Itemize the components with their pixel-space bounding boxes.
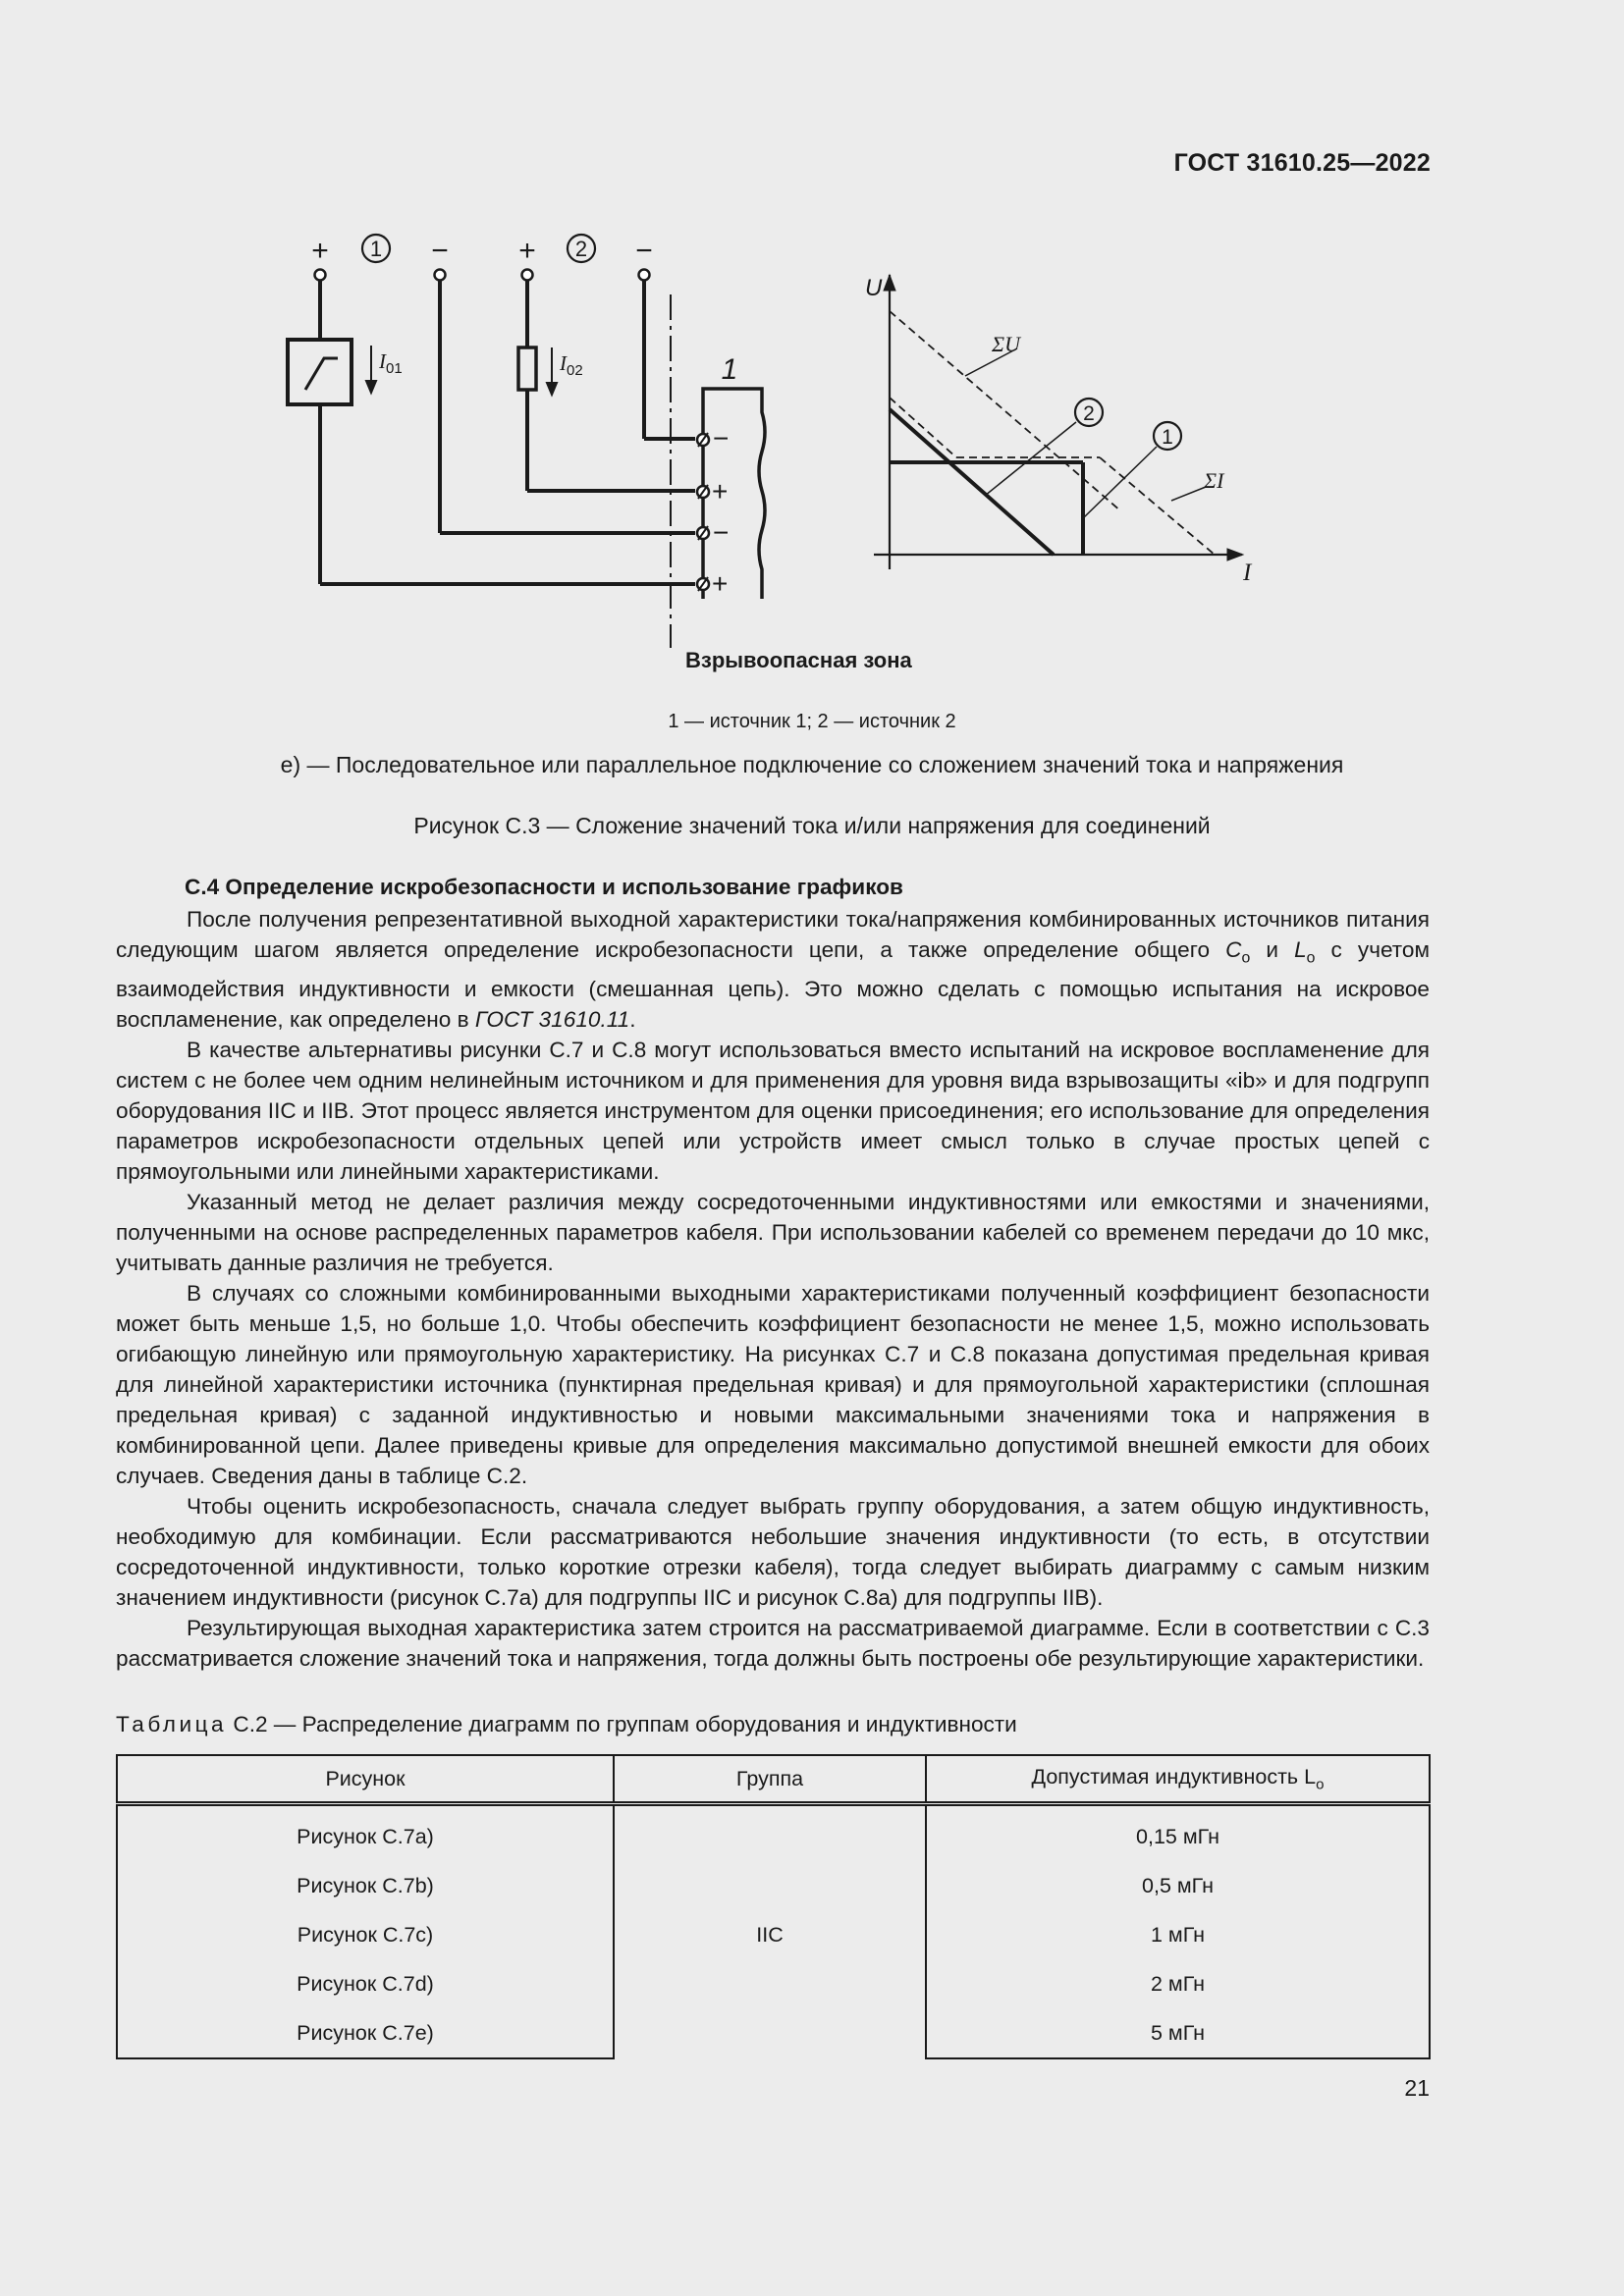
x-axis-label: I [1243,560,1252,586]
curve-2-label: 2 [1083,402,1095,425]
paragraph-2: В качестве альтернативы рисунки С.7 и С.8 могут использоваться вместо испытаний на искровое воспламенение для систем с не более чем одним нелинейным источником и для применения для уровня вида взрывозащиты «ib» и для подгрупп оборудования IIC и IIB. Этот процесс является инструментом для оценки присоединения; его использование для определения параметров искробезопасности отдельных цепей или устройств имеет смысл только в случае простых цепей с прямоугольными или линейными характеристиками. [116,1037,1430,1184]
source-2-number: 2 [574,237,588,261]
paragraph-5: Чтобы оценить искробезопасность, сначала следует выбрать группу оборудования, а затем общую индуктивность, необходимую для комбинации. Если рассматриваются небольшие значения индуктивности (то есть, в отсутствии сосредоточенной индуктивности, только короткие отрезки кабеля), тогда следует выбирать диаграмму с самым низким значением индуктивности (рисунок С.7a) для подгруппы IIC и рисунок С.8a) для подгруппы IIB). [116,1493,1430,1610]
source-1-number: 1 [369,237,383,261]
y-axis-label: U [865,275,883,301]
terminal-1-plus-label: + [311,235,329,267]
terminal-1-plus [315,270,326,281]
table-row: Рисунок С.7b) 0,5 мГн [117,1861,1430,1910]
table-row: Рисунок С.7d) 2 мГн [117,1959,1430,2008]
terminal-2-minus-label: − [635,235,653,267]
header-figure: Рисунок [117,1755,614,1804]
figure-c3-diagram [0,0,1624,687]
figure-legend: 1 — источник 1; 2 — источник 2 [668,711,956,732]
header-group: Группа [614,1755,926,1804]
figure-title: Рисунок С.3 — Сложение значений тока и/или напряжения для соединений [413,813,1211,838]
paragraph-1: После получения репрезентативной выходной характеристики тока/напряжения комбинированных источников питания следующим шагом является определение искробезопасности цепи, а также определение общего $C_o$ и $L_o$ с учетом взаимодействия индуктивности и емкости (смешанная цепь). Это можно сделать с помощью испытания на искровое воспламенение, как определено в ГОСТ 31610.11. [116,907,1430,1032]
table-caption: Таблица С.2 — Распределение диаграмм по группам оборудования и индуктивности [116,1712,1017,1736]
source-1-symbol [305,358,338,390]
terminal-1-minus [435,270,446,281]
current-2-label: $I_{02}$ [560,351,583,379]
paragraph-6: Результирующая выходная характеристика затем строится на рассматриваемой диаграмме. Если в соответствии с С.3 рассматривается сложение значений тока и напряжения, тогда должны быть построены обе результирующие характеристики. [116,1615,1430,1671]
section-c4 [116,872,1430,1674]
document-code: ГОСТ 31610.25—2022 [1173,149,1431,177]
table-c2 [116,1754,1431,2059]
sum-i-label: ΣI [1204,468,1224,493]
paragraph-3: Указанный метод не делает различия между сосредоточенными индуктивностями или емкостями и значениями, полученными на основе распределенных параметров кабеля. При использовании кабелей со временем передачи до 10 мкс, учитывать данные различия не требуется. [116,1189,1430,1275]
sum-u-label: ΣU [992,332,1020,356]
table-row: Рисунок С.7a) IIC 0,15 мГн [117,1804,1430,1862]
figure-subcaption: e) — Последовательное или параллельное подключение со сложением значений тока и напряжения [280,752,1344,777]
hazard-zone-label: Взрывоопасная зона [685,648,912,672]
paragraph-4: В случаях со сложными комбинированными выходными характеристиками полученный коэффициент безопасности может быть меньше 1,5, но больше 1,0. Чтобы обеспечить коэффициент безопасности не менее 1,5, можно использовать огибающую линейную или прямоугольную характеристику. На рисунках С.7 и С.8 показана допустимая предельная кривая для линейной характеристики источника (пунктирная предельная кривая) и для прямоугольной характеристики (сплошная предельная кривая) с заданной индуктивностью и новыми максимальными значениями тока и напряжения в комбинированной цепи. Далее приведены кривые для определения максимально допустимой внешней емкости для обоих случаев. Сведения даны в таблице С.2. [116,1280,1430,1488]
group-cell: IIC [614,1804,926,2059]
ui-graph [874,275,1243,569]
terminal-1-minus-label: − [431,235,449,267]
section-heading: С.4 Определение искробезопасности и использование графиков [185,875,903,899]
curve-1-label: 1 [1162,426,1173,449]
page-number: 21 [1404,2075,1430,2101]
terminal-2-plus-label: + [518,235,536,267]
header-inductance: Допустимая индуктивность $L_o$ [926,1755,1430,1804]
device-label: 1 [721,353,738,386]
svg-text:+: + [712,568,729,599]
svg-text:+: + [712,476,729,507]
reference-gost: ГОСТ 31610.11 [474,1006,630,1032]
svg-text:−: − [713,517,730,548]
table-row: Рисунок С.7e) 5 мГн [117,2008,1430,2058]
table-row: Рисунок С.7c) 1 мГн [117,1910,1430,1959]
terminal-2-minus [639,270,650,281]
svg-text:−: − [713,423,730,454]
terminal-2-plus [522,270,533,281]
current-1-label: $I_{01}$ [379,349,403,377]
